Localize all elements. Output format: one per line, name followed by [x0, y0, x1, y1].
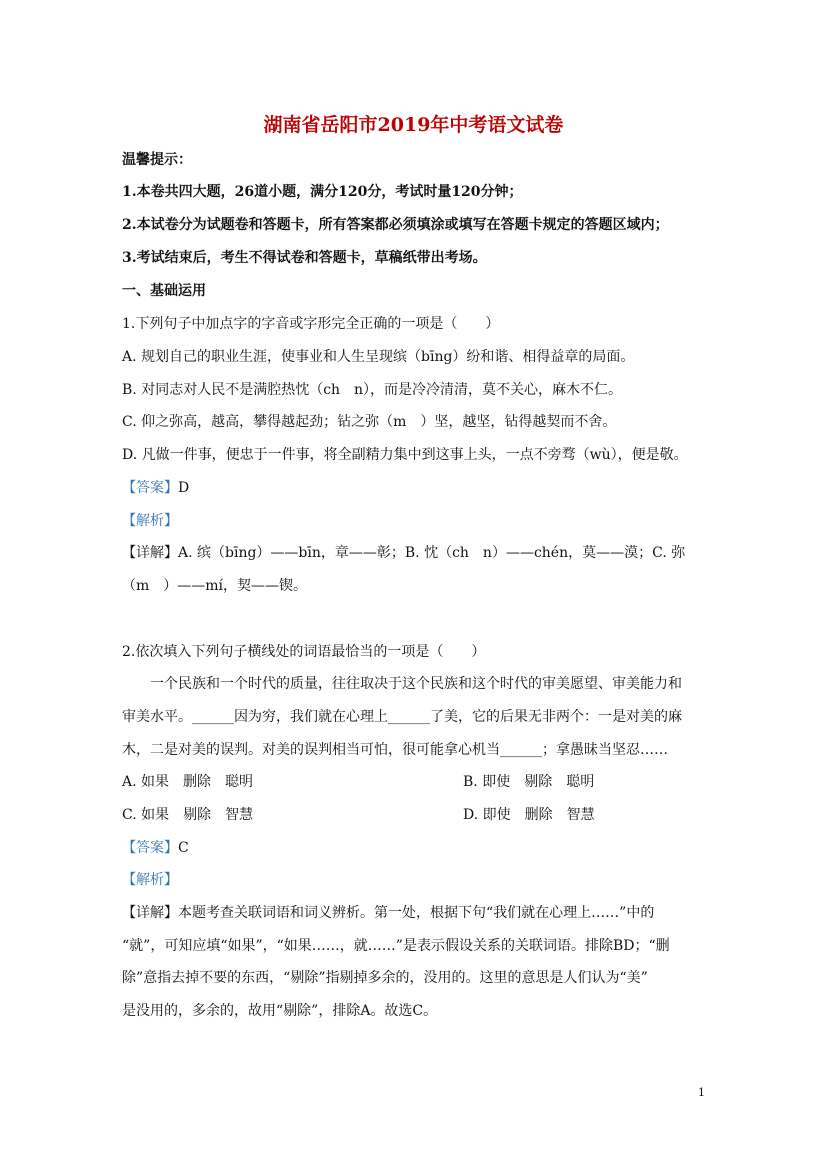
- q1-option-a: A. 规划自己的职业生涯，使事业和人生呈现缤（bīng）纷和谐、相得益章的局面。: [122, 349, 635, 365]
- q2-detail-line-1: [122, 903, 654, 923]
- q2-detail-line-3: 除”意指去掉不要的东西，“剔除”指剔掉多余的，没用的。这里的意思是人们认为“美”: [122, 970, 648, 986]
- q1-option-c: C. 仰之弥高，越高，攀得越起劲；钻之弥（m ）坚，越坚，钻得越契而不舍。: [122, 414, 617, 430]
- q1-detail-line-2: （m ）——mí，契——锲。: [122, 578, 308, 594]
- q2-option-d: D. 即使 删除 智慧: [463, 807, 595, 823]
- detail-tag: 【详解】: [122, 905, 178, 921]
- q2-passage-line-2: 审美水平。______因为穷，我们就在心理上______了美，它的后果无非两个：一是对美的麻: [122, 709, 682, 725]
- q2-option-a: A. 如果 删除 聪明: [122, 774, 254, 790]
- q2-detail-line-4: 是没用的，多余的，故用“剔除”，排除A。故选C。: [122, 1003, 438, 1019]
- answer-tag: 【答案】: [122, 840, 178, 856]
- section-heading: 一、基础运用: [122, 283, 206, 299]
- q2-stem: 2.依次填入下列句子横线处的词语最恰当的一项是（ ）: [122, 644, 486, 660]
- page-number: 1: [698, 1086, 705, 1099]
- analysis-tag: 【解析】: [122, 513, 178, 529]
- q1-answer: D: [178, 480, 190, 496]
- q1-detail-line-1: [122, 543, 685, 563]
- analysis-tag: 【解析】: [122, 872, 178, 888]
- tip-item-2: 2.本试卷分为试题卷和答题卡，所有答案都必须填涂或填写在答题卡规定的答题区域内；: [122, 217, 669, 233]
- q1-option-d: D. 凡做一件事，便忠于一件事，将全副精力集中到这事上头，一点不旁骛（wù），便是敬。: [122, 447, 688, 463]
- q2-option-c: C. 如果 剔除 智慧: [122, 807, 254, 823]
- tip-item-3: 3.考试结束后，考生不得试卷和答题卡，草稿纸带出考场。: [122, 250, 487, 266]
- q1-detail-text-1: A. 缤（bīng）——bīn，章——彰；B. 忱（ch n）——chén，莫——漠；C. 弥: [178, 545, 686, 561]
- q2-passage-line-3: 木，二是对美的误判。对美的误判相当可怕，很可能拿心机当______；拿愚昧当坚忍……: [122, 742, 668, 758]
- page-title: 湖南省岳阳市2019年中考语文试卷: [263, 114, 564, 136]
- q1-analysis-tag: [122, 511, 178, 531]
- q2-answer-line: [122, 838, 189, 858]
- q2-passage-line-1: 一个民族和一个时代的质量，往往取决于这个民族和这个时代的审美愿望、审美能力和: [150, 676, 682, 692]
- q2-detail-text-1: 本题考查关联词语和词义辨析。第一处，根据下句“我们就在心理上……”中的: [178, 905, 655, 921]
- tip-item-1: 1.本卷共四大题，26道小题，满分120分，考试时量120分钟；: [122, 184, 523, 200]
- q2-detail-line-2: “就”，可知应填“如果”，“如果……，就……”是表示假设关系的关联词语。排除BD；“删: [122, 938, 670, 954]
- tips-heading: 温馨提示：: [122, 152, 192, 168]
- q2-answer: C: [178, 840, 189, 856]
- q1-option-b: B. 对同志对人民不是满腔热忱（ch n），而是冷冷清清，莫不关心，麻木不仁。: [122, 382, 623, 398]
- detail-tag: 【详解】: [122, 545, 178, 561]
- q1-stem: 1.下列句子中加点字的字音或字形完全正确的一项是（ ）: [122, 316, 500, 332]
- q2-analysis-tag: [122, 870, 178, 890]
- answer-tag: 【答案】: [122, 480, 178, 496]
- q2-option-b: B. 即使 剔除 聪明: [463, 774, 595, 790]
- q1-answer-line: [122, 478, 189, 498]
